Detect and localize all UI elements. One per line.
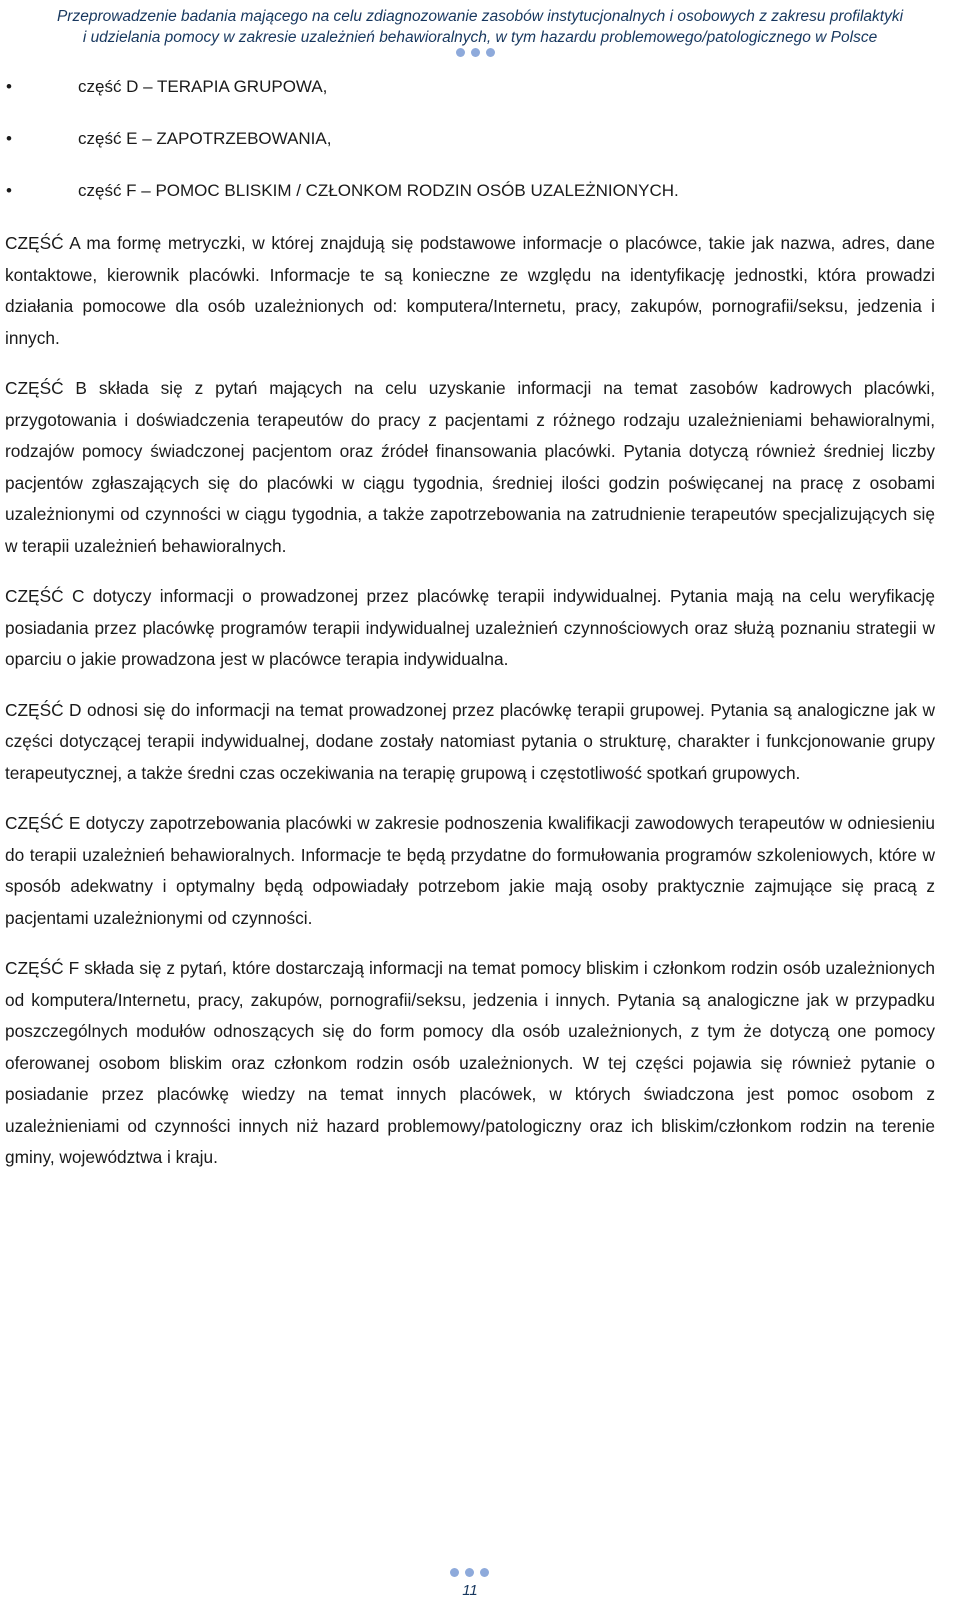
- bullet-list: [0, 74, 960, 230]
- list-item: [0, 74, 960, 126]
- list-item: [0, 126, 960, 178]
- paragraph-part-f: CZĘŚĆ F składa się z pytań, które dostarczają informacji na temat pomocy bliskim i członkom rodzin osób uzależnionych od komputera/Internetu, pracy, zakupów, pornografii/seksu, jedzenia i innych. Pytania są analogiczne jak w przypadku poszczególnych modułów odnoszących się do form pomocy dla osób uzależnionych, z tym że dotyczą one pomocy oferowanej osobom bliskim oraz członkom rodzin osób uzależnionych. W tej części pojawia się również pytanie o posiadanie przez placówkę wiedzy na temat innych placówek, w których świadczona jest pomoc osobom z uzależnieniami od czynności innych niż hazard problemowy/patologiczny oraz ich bliskim/członkom rodzin na terenie gminy, województwa i kraju.: [5, 958, 935, 1167]
- paragraph-part-a: CZĘŚĆ A ma formę metryczki, w której znajdują się podstawowe informacje o placówce, takie jak nazwa, adres, dane kontaktowe, kierownik placówki. Informacje te są konieczne ze względu na identyfikację jednostki, która prowadzi działania pomocowe dla osób uzależnionych od: komputera/Internetu, pracy, zakupów, pornografii/seksu, jedzenia i innych.: [5, 233, 935, 348]
- bullet-text: część D – TERAPIA GRUPOWA,: [78, 77, 328, 96]
- header-line-2: i udzielania pomocy w zakresie uzależnień behawioralnych, w tym hazardu problemowego/patologicznego w Polsce: [82, 29, 878, 46]
- dot-icon: [486, 48, 495, 57]
- bullet-icon: •: [6, 129, 12, 148]
- header-line-1: Przeprowadzenie badania mającego na celu zdiagnozowanie zasobów instytucjonalnych i osobowych z zakresu profilaktyki: [56, 8, 904, 25]
- dot-icon: [471, 48, 480, 57]
- bullet-icon: •: [6, 181, 12, 200]
- paragraph-part-c: CZĘŚĆ C dotyczy informacji o prowadzonej przez placówkę terapii indywidualnej. Pytania mają na celu weryfikację posiadania przez placówkę programów terapii indywidualnej uzależnień czynnościowych oraz służą poznaniu strategii w oparciu o jakie prowadzona jest w placówce terapia indywidualna.: [5, 586, 935, 669]
- dot-icon: [465, 1568, 474, 1577]
- page-number: 11: [462, 1582, 478, 1599]
- bullet-text: część E – ZAPOTRZEBOWANIA,: [78, 129, 332, 148]
- dot-icon: [456, 48, 465, 57]
- header-dots-decoration: [456, 48, 495, 57]
- document-body: [5, 228, 935, 1193]
- list-item: [0, 178, 960, 230]
- dot-icon: [450, 1568, 459, 1577]
- footer-dots-decoration: [450, 1568, 489, 1577]
- bullet-text: część F – POMOC BLISKIM / CZŁONKOM RODZIN OSÓB UZALEŻNIONYCH.: [78, 181, 679, 200]
- paragraph-part-b: CZĘŚĆ B składa się z pytań mających na celu uzyskanie informacji na temat zasobów kadrowych placówki, przygotowania i doświadczenia terapeutów do pracy z pacjentami z różnego rodzaju uzależnieniami behawioralnymi, rodzajów pomocy świadczonej pacjentom oraz źródeł finansowania placówki. Pytania dotyczą również średniej liczby pacjentów zgłaszających się do placówki w ciągu tygodnia, średniej ilości godzin poświęcanej na pracę z osobami uzależnionymi od czynności w ciągu tygodnia, a także zapotrzebowania na zatrudnienie terapeutów specjalizujących się w terapii uzależnień behawioralnych.: [5, 378, 935, 556]
- bullet-icon: •: [6, 77, 12, 96]
- paragraph-part-e: CZĘŚĆ E dotyczy zapotrzebowania placówki w zakresie podnoszenia kwalifikacji zawodowych terapeutów w odniesieniu do terapii uzależnień behawioralnych. Informacje te będą przydatne do formułowania programów szkoleniowych, które w sposób adekwatny i optymalny będą odpowiadały potrzebom jakie mają osoby praktycznie zajmujące się pracą z pacjentami uzależnionymi od czynności.: [5, 813, 935, 928]
- running-header: [0, 6, 960, 48]
- paragraph-part-d: CZĘŚĆ D odnosi się do informacji na temat prowadzonej przez placówkę terapii grupowej. Pytania są analogiczne jak w części dotyczącej terapii indywidualnej, dodane zostały natomiast pytania o strukturę, charakter i funkcjonowanie grupy terapeutycznej, a także średni czas oczekiwania na terapię grupową i częstotliwość spotkań grupowych.: [5, 699, 935, 783]
- dot-icon: [480, 1568, 489, 1577]
